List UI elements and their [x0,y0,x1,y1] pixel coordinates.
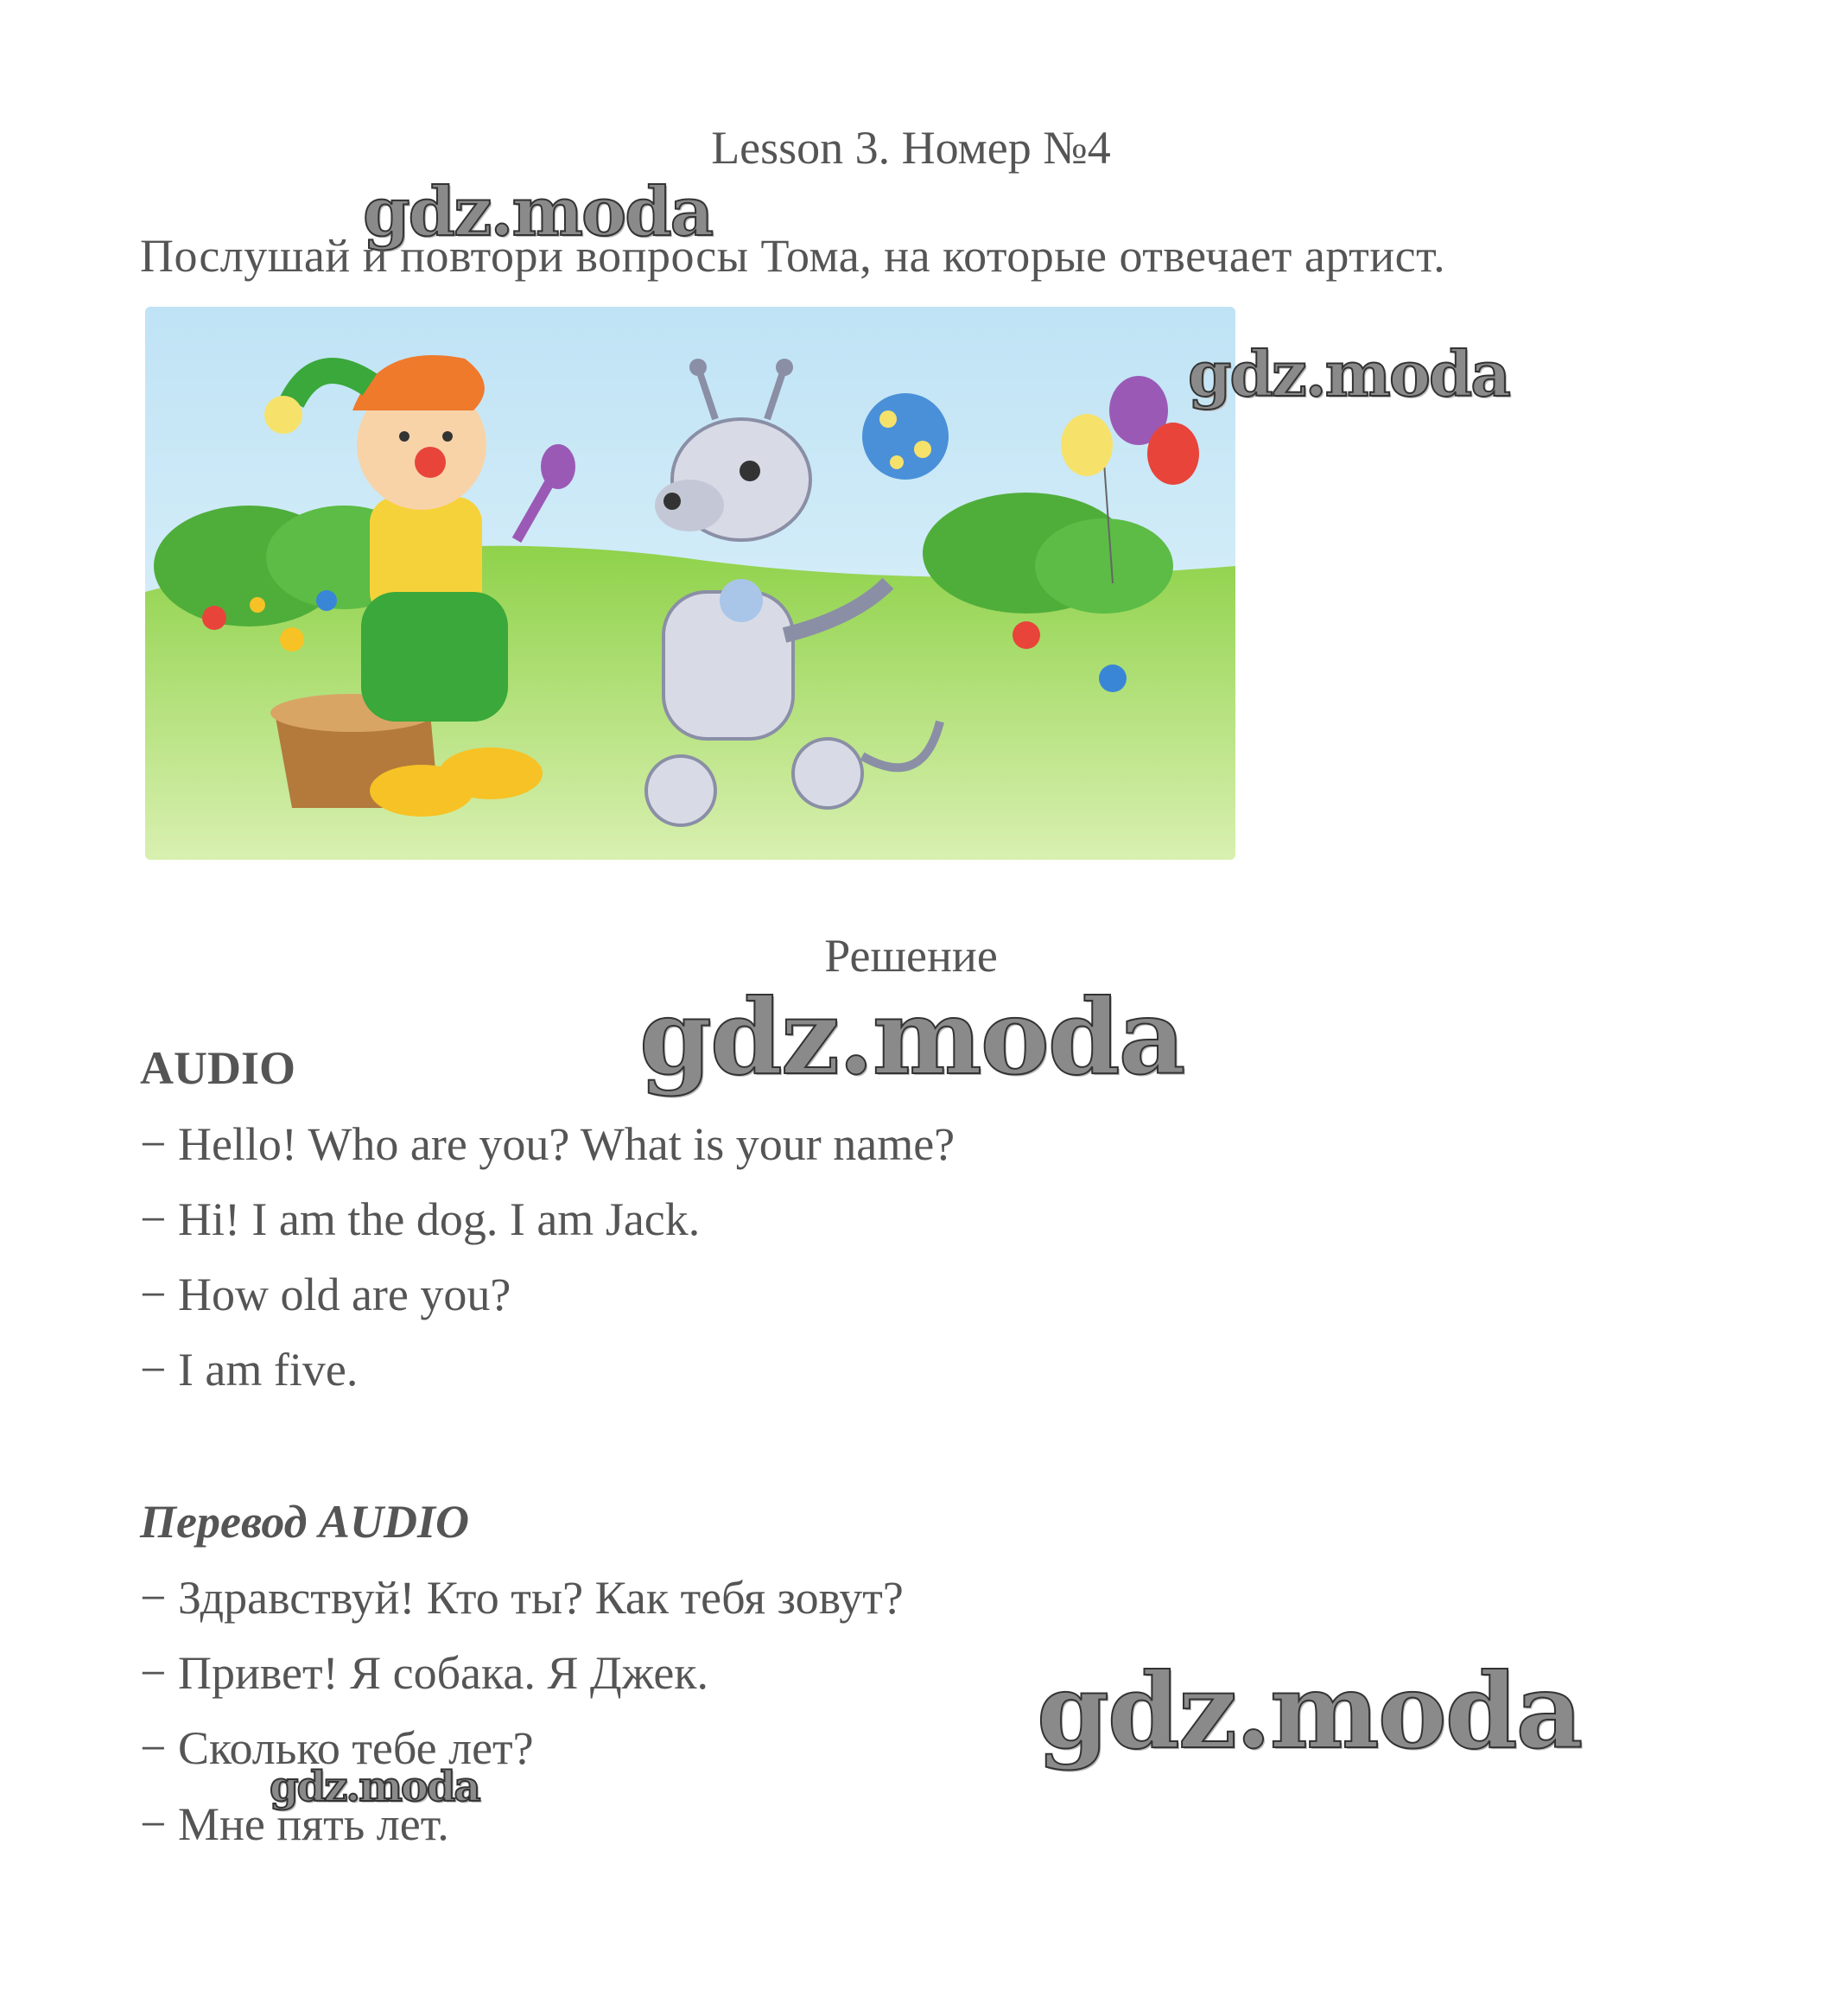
solution-label: Решение [824,930,998,982]
translation-line: − Сколько тебе лет? [140,1722,534,1774]
watermark-3: gdz.moda [639,976,1184,1098]
watermark-5: gdz.moda [270,1763,479,1811]
watermark-4: gdz.moda [1037,1650,1582,1772]
audio-line: − I am five. [140,1344,359,1396]
audio-line: − Hi! I am the dog. I am Jack. [140,1193,701,1245]
translation-heading: Перевод AUDIO [140,1496,469,1548]
audio-line: − Hello! Who are you? What is your name? [140,1118,955,1170]
audio-line: − How old are you? [140,1269,511,1320]
translation-line: − Здравствуй! Кто ты? Как тебя зовут? [140,1572,904,1624]
watermark-1: gdz.moda [363,173,713,251]
translation-line: − Привет! Я собака. Я Джек. [140,1647,709,1699]
page-title: Lesson 3. Номер №4 [711,122,1111,174]
audio-heading: AUDIO [140,1042,296,1094]
translation-line: − Мне пять лет. [140,1798,449,1850]
illustration [145,307,1235,860]
instruction-text: Послушай и повтори вопросы Тома, на которые отвечает артист. [140,230,1446,282]
watermark-2: gdz.moda [1188,337,1509,410]
